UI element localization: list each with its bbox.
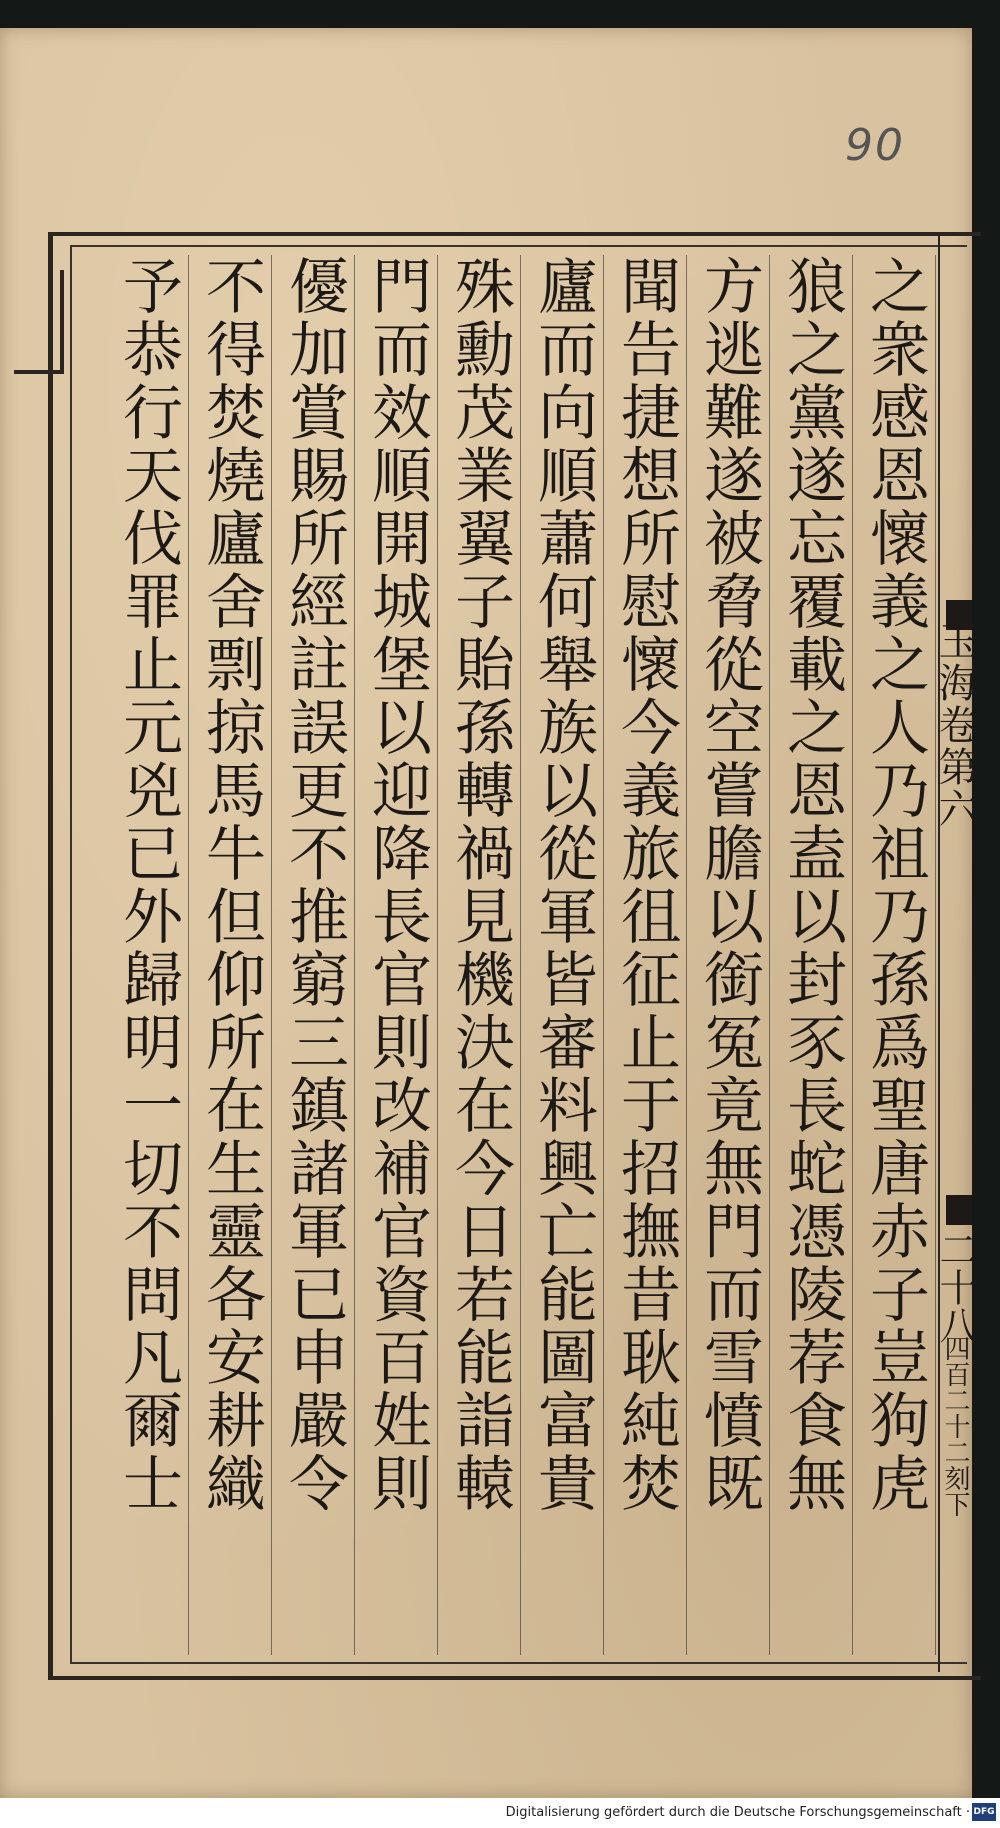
spine-character-count: 四百二十二刻下 (940, 1335, 970, 1517)
folio-number: 90 (845, 120, 905, 171)
column-text: 之衆感恩懷義之人乃祖乃孫爲聖唐赤子豈狗虎 (860, 255, 930, 1515)
column-text: 不得焚燒廬舍剽掠馬牛但仰所在生靈各安耕織 (196, 255, 266, 1515)
frame-corner-mark (14, 270, 64, 374)
column-text: 門而效順開城堡以迎降長官則改補官資百姓則 (362, 255, 432, 1515)
column-text: 殊勳茂業翼子貽孫轉禍見機決在今日若能詣轅 (445, 255, 515, 1515)
column-text: 予恭行天伐罪止元兇已外歸明一切不問凡爾士 (113, 255, 183, 1515)
footer-bar (0, 1798, 1000, 1828)
text-column-1 (855, 255, 936, 1655)
column-text: 聞告捷想所慰懷今義旅徂征止于招撫昔耿純焚 (611, 255, 681, 1515)
text-column-4 (606, 255, 687, 1655)
text-column-5 (523, 255, 604, 1655)
text-column-6 (440, 255, 521, 1655)
dfg-logo-icon: DFG (972, 1803, 996, 1821)
text-column-10 (108, 255, 189, 1655)
text-column-8 (274, 255, 355, 1655)
spine-page-number: 二十八 (933, 1230, 977, 1344)
column-text: 廬而向順蕭何舉族以從軍皆審料興亡能圖富貴 (528, 255, 598, 1515)
fishtail-lower-icon (946, 1195, 972, 1225)
spine-title: 玉海卷第六 (932, 620, 978, 830)
column-text: 優加賞賜所經註誤更不推窮三鎮諸軍已申嚴令 (279, 255, 349, 1515)
column-text: 狼之黨遂忘覆載之恩盍以封豕長蛇憑陵荐食無 (777, 255, 847, 1515)
text-column-2 (772, 255, 853, 1655)
column-text: 方逃難遂被脅從空嘗膽以銜冤竟無門而雪憤既 (694, 255, 764, 1515)
text-column-9 (191, 255, 272, 1655)
footer-credit: Digitalisierung gefördert durch die Deutsche Forschungsgemeinschaft · (505, 1805, 970, 1820)
text-column-3 (689, 255, 770, 1655)
text-column-7 (357, 255, 438, 1655)
